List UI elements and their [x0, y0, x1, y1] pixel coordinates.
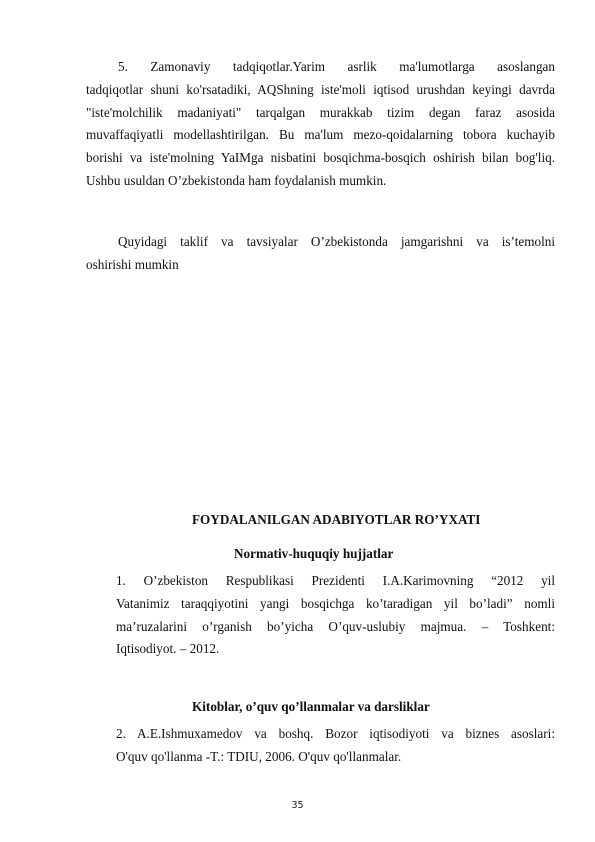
reference-1-line: Iqtisodiyot. – 2012.: [116, 641, 220, 657]
reference-2-line: O'quv qo'llanma -T.: TDIU, 2006. O'quv qo'llanmalar.: [116, 748, 402, 764]
proposal-line: oshirishi mumkin: [86, 256, 179, 272]
section-5-line: 5. Zamonaviy tadqiqotlar.Yarim asrlik ma'lumotlarga asoslangan: [118, 59, 555, 74]
reference-1-line: ma’ruzalarini o’rganish bo’yicha O’quv-uslubiy majmua. – Toshkent:: [116, 618, 555, 634]
reference-1: [116, 570, 555, 661]
reference-2: [116, 723, 555, 769]
reference-1-line: Vatanimiz taraqqiyotini yangi bosqichga ko’taradigan yil bo’ladi” nomli: [116, 595, 555, 611]
books-heading: Kitoblar, o’quv qo’llanmalar va darsliklar: [192, 699, 430, 714]
section-5-paragraph: [86, 56, 555, 193]
section-5-line: tadqiqotlar shuni ko'rsatadiki, AQShning iste'moli iqtisod urushdan keyingi davrda: [86, 81, 555, 97]
reference-1-line: 1. O’zbekiston Respublikasi Prezidenti I.A.Karimovning “2012 yil: [116, 573, 555, 588]
proposal-line: Quyidagi taklif va tavsiyalar O’zbekistonda jamgarishni va is’temolni: [118, 234, 555, 249]
section-5-line: muvaffaqiyatli modellashtirilgan. Bu ma'lum mezo-qoidalarning tobora kuchayib: [86, 127, 555, 143]
page-number: 35: [291, 800, 304, 811]
references-title: FOYDALANILGAN ADABIYOTLAR RO’YXATI: [192, 512, 481, 527]
reference-2-line: 2. A.E.Ishmuxamedov va boshq. Bozor iqtisodiyoti va biznes asoslari:: [116, 726, 555, 741]
section-5-line: borishi va iste'molning YaIMga nisbatini bosqichma-bosqich oshirish bilan bog'liq.: [86, 150, 555, 166]
section-5-line: Ushbu usuldan O’zbekistonda ham foydalanish mumkin.: [86, 172, 387, 188]
section-5-line: "iste'molchilik madaniyati" tarqalgan murakkab tizim degan faraz asosida: [86, 104, 555, 120]
normative-heading: Normativ-huquqiy hujjatlar: [234, 546, 394, 561]
proposal-paragraph: [86, 231, 555, 277]
